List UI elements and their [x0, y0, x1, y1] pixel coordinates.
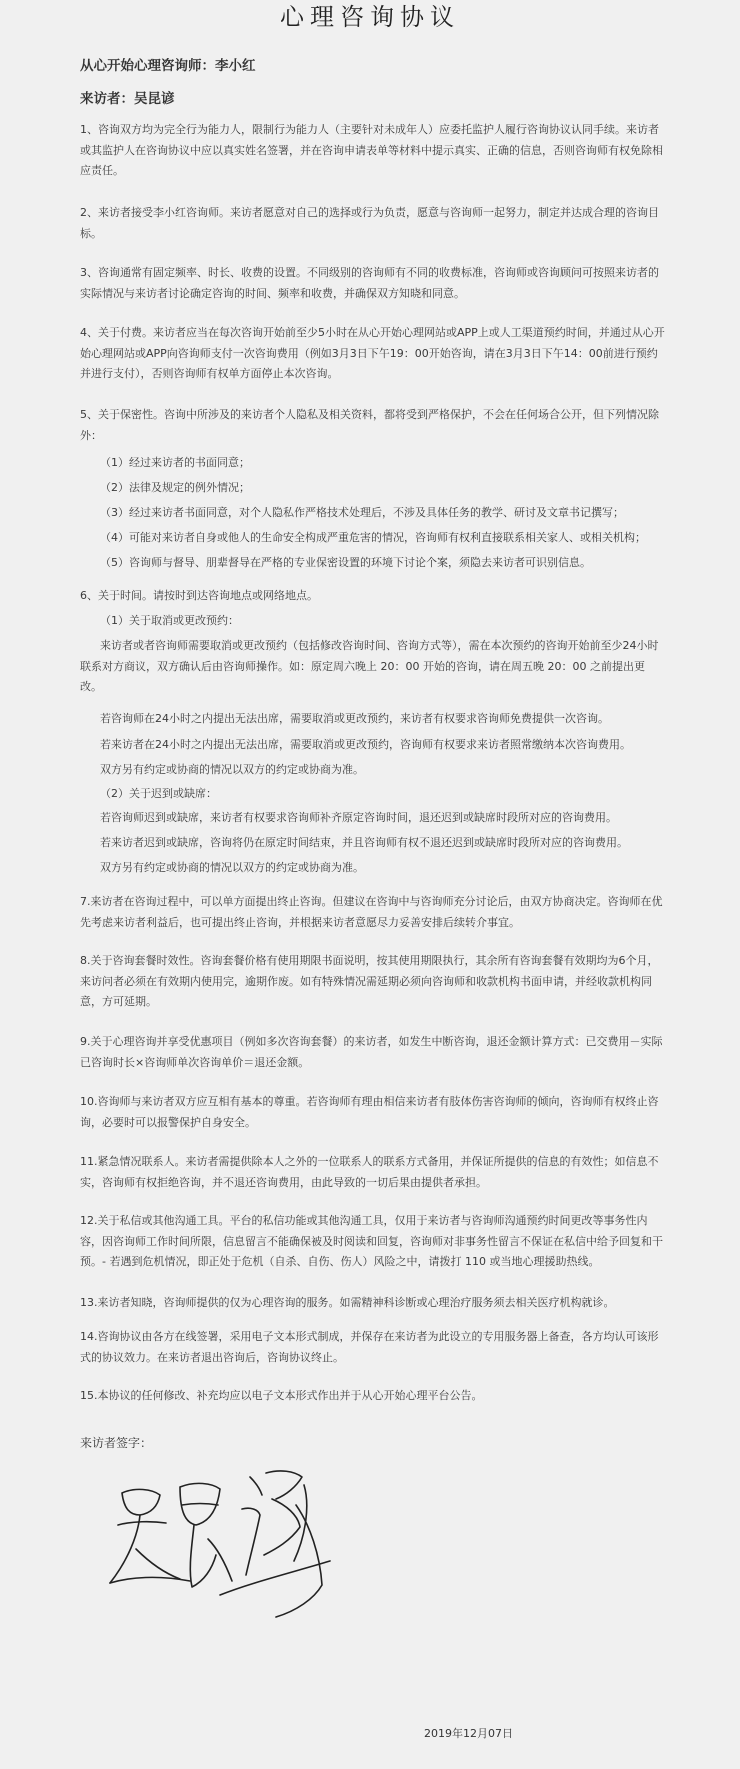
clause-5-item: （2）法律及规定的例外情况； [100, 481, 250, 494]
clause-5-item: （3）经过来访者书面同意，对个人隐私作严格技术处理后，不涉及具体任务的教学、研讨及文章书记撰写； [100, 506, 624, 519]
clause-6-paragraph: 若来访者迟到或缺席，咨询将仍在原定时间结束，并且咨询师有权不退还迟到或缺席时段所对应的咨询费用。 [100, 836, 628, 849]
signature-label: 来访者签字： [80, 1436, 153, 1450]
handwritten-signature [100, 1465, 340, 1625]
clause-6: 6、关于时间。请按时到达咨询地点或网络地点。 [80, 589, 318, 602]
clause-5: 5、关于保密性。咨询中所涉及的来访者个人隐私及相关资料，都将受到严格保护，不会在任何场合公开，但下列情况除外： [80, 408, 659, 442]
clause-8: 8.关于咨询套餐时效性。咨询套餐价格有使用期限书面说明，按其使用期限执行，其余所有咨询套餐有效期均为6个月，来访问者必须在有效期内使用完，逾期作废。如有特殊情况需延期必须向咨询师和收款机构书面申请，并经收款机构同意，方可延期。 [80, 954, 659, 1008]
signing-date: 2019年12月07日 [424, 1727, 513, 1740]
clause-1: 1、咨询双方均为完全行为能力人，限制行为能力人（主要针对未成年人）应委托监护人履行咨询协议认同手续。来访者或其监护人在咨询协议中应以真实姓名签署，并在咨询申请表单等材料中提示真实、正确的信息，否则咨询师有权免除相应责任。 [80, 123, 663, 177]
clause-6-paragraph: 若咨询师迟到或缺席，来访者有权要求咨询师补齐原定咨询时间，退还迟到或缺席时段所对应的咨询费用。 [100, 811, 617, 824]
clause-2: 2、来访者接受李小红咨询师。来访者愿意对自己的选择或行为负责，愿意与咨询师一起努力，制定并达成合理的咨询目标。 [80, 206, 659, 240]
clause-5-item: （1）经过来访者的书面同意； [100, 456, 250, 469]
clause-6-paragraph: 双方另有约定或协商的情况以双方的约定或协商为准。 [100, 763, 364, 776]
clause-7: 7.来访者在咨询过程中，可以单方面提出终止咨询。但建议在咨询中与咨询师充分讨论后，由双方协商决定。咨询师在优先考虑来访者利益后，也可提出终止咨询，并根据来访者意愿尽力妥善安排后续转介事宜。 [80, 895, 663, 929]
clause-3: 3、咨询通常有固定频率、时长、收费的设置。不同级别的咨询师有不同的收费标准，咨询师或咨询顾问可按照来访者的实际情况与来访者讨论确定咨询的时间、频率和收费，并确保双方知晓和同意。 [80, 266, 659, 300]
clause-6-subheading: （1）关于取消或更改预约： [100, 614, 239, 627]
clause-14: 14.咨询协议由各方在线签署，采用电子文本形式制成，并保存在来访者为此设立的专用服务器上备查，各方均认可该形式的协议效力。在来访者退出咨询后，咨询协议终止。 [80, 1330, 659, 1364]
clause-4: 4、关于付费。来访者应当在每次咨询开始前至少5小时在从心开始心理网站或APP上或人工渠道预约时间，并通过从心开始心理网站或APP向咨询师支付一次咨询费用（例如3月3日下午19：00开始咨询，请在3月3日下午14：00前进行预约并进行支付），否则咨询师有权单方面停止本次咨询。 [80, 326, 665, 380]
clause-11: 11.紧急情况联系人。来访者需提供除本人之外的一位联系人的联系方式备用，并保证所提供的信息的有效性；如信息不实，咨询师有权拒绝咨询，并不退还咨询费用，由此导致的一切后果由提供者承担。 [80, 1155, 659, 1189]
clause-6-paragraph: 双方另有约定或协商的情况以双方的约定或协商为准。 [100, 861, 364, 874]
clause-12: 12.关于私信或其他沟通工具。平台的私信功能或其他沟通工具，仅用于来访者与咨询师沟通预约时间更改等事务性内容，因咨询师工作时间所限，信息留言不能确保被及时阅读和回复，咨询师对非事务性留言不保证在私信中给予回复和干预。- 若遇到危机情况，即正处于危机（自杀、自伤、伤人）风险之中，请拨打 110 或当地心理援助热线。 [80, 1214, 663, 1268]
clause-13: 13.来访者知晓，咨询师提供的仅为心理咨询的服务。如需精神科诊断或心理治疗服务须去相关医疗机构就诊。 [80, 1296, 615, 1309]
clause-6-subheading: （2）关于迟到或缺席： [100, 787, 217, 800]
clause-6-paragraph: 若来访者在24小时之内提出无法出席，需要取消或更改预约，咨询师有权要求来访者照常缴纳本次咨询费用。 [100, 738, 631, 751]
clause-5-item: （4）可能对来访者自身或他人的生命安全构成严重危害的情况，咨询师有权利直接联系相关家人、或相关机构； [100, 531, 646, 544]
clause-10: 10.咨询师与来访者双方应互相有基本的尊重。若咨询师有理由相信来访者有肢体伤害咨询师的倾向，咨询师有权终止咨询，必要时可以报警保护自身安全。 [80, 1095, 659, 1129]
clause-5-item: （5）咨询师与督导、朋辈督导在严格的专业保密设置的环境下讨论个案，须隐去来访者可识别信息。 [100, 556, 591, 569]
clause-6-paragraph: 来访者或者咨询师需要取消或更改预约（包括修改咨询时间、咨询方式等），需在本次预约的咨询开始前至少24小时联系对方商议，双方确认后由咨询师操作。如：原定周六晚上 20：00 开始的咨询，请在周五晚 20：00 之前提出更改。 [80, 639, 659, 693]
visitor-line: 来访者：吴昆谚 [80, 91, 175, 107]
clause-6-paragraph: 若咨询师在24小时之内提出无法出席，需要取消或更改预约，来访者有权要求咨询师免费提供一次咨询。 [100, 712, 609, 725]
clause-9: 9.关于心理咨询并享受优惠项目（例如多次咨询套餐）的来访者，如发生中断咨询，退还金额计算方式：已交费用－实际已咨询时长×咨询师单次咨询单价＝退还金额。 [80, 1035, 663, 1069]
clause-15: 15.本协议的任何修改、补充均应以电子文本形式作出并于从心开始心理平台公告。 [80, 1389, 483, 1402]
page-title: 心理咨询协议 [280, 3, 460, 31]
counselor-line: 从心开始心理咨询师：李小红 [80, 58, 256, 74]
